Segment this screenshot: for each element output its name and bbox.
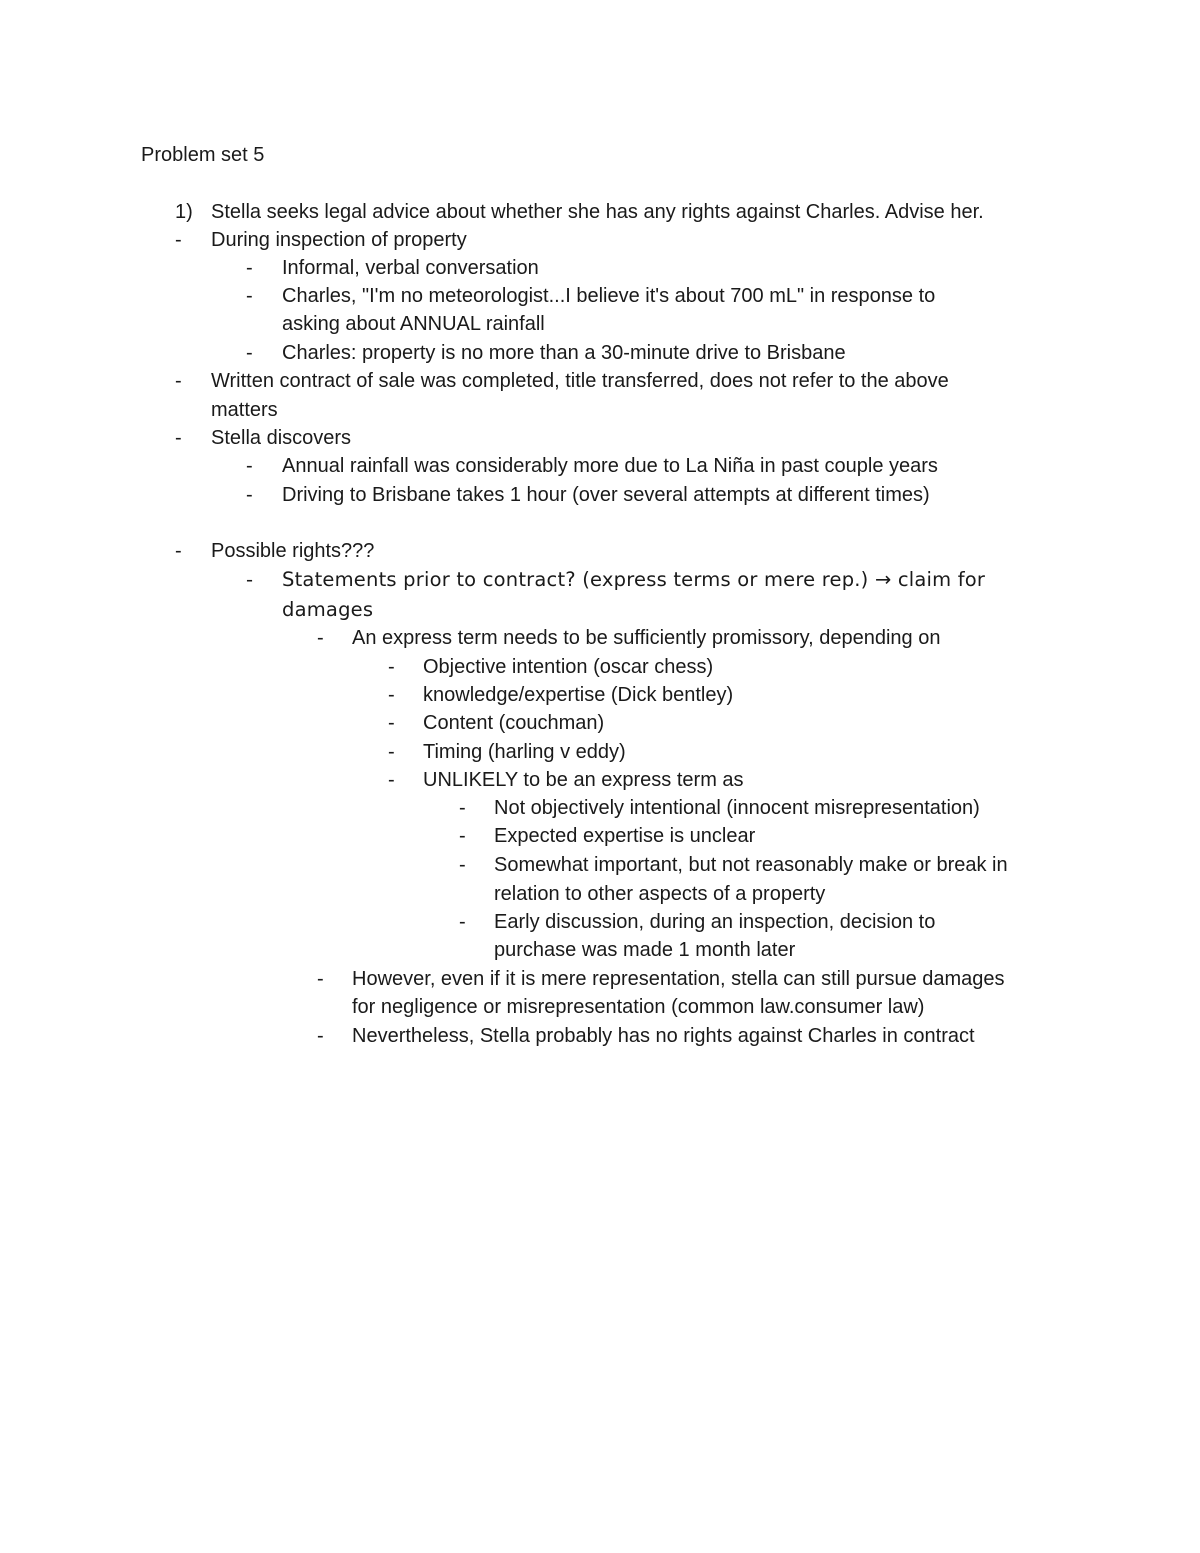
list-item-text: UNLIKELY to be an express term as <box>423 769 744 791</box>
list-item-text: for negligence or misrepresentation (common law.consumer law) <box>352 996 925 1018</box>
list-item-text: relation to other aspects of a property <box>494 883 826 905</box>
bullet-dash: - <box>317 968 324 990</box>
bullet-dash: - <box>317 627 324 649</box>
list-item-text: Expected expertise is unclear <box>494 825 756 847</box>
bullet-dash: - <box>388 741 395 763</box>
bullet-dash: - <box>246 484 253 506</box>
bullet-dash: - <box>246 285 253 307</box>
list-item-text: damages <box>282 598 374 621</box>
list-item-text: Statements prior to contract? (express terms or mere rep.) → claim for <box>282 568 986 591</box>
list-item-text: Somewhat important, but not reasonably make or break in <box>494 854 1008 876</box>
bullet-dash: - <box>246 455 253 477</box>
list-item-text: Content (couchman) <box>423 712 605 734</box>
document-title: Problem set 5 <box>141 144 265 166</box>
bullet-dash: - <box>246 257 253 279</box>
list-item-text: purchase was made 1 month later <box>494 939 796 961</box>
list-item-text: Charles, "I'm no meteorologist...I believe it's about 700 mL" in response to <box>282 285 936 307</box>
list-item-text: Stella seeks legal advice about whether she has any rights against Charles. Advise her. <box>211 201 984 223</box>
list-item-text: Informal, verbal conversation <box>282 257 539 279</box>
bullet-dash: - <box>388 769 395 791</box>
list-item-text: Driving to Brisbane takes 1 hour (over several attempts at different times) <box>282 484 930 506</box>
list-item-text: Nevertheless, Stella probably has no rights against Charles in contract <box>352 1025 975 1047</box>
bullet-dash: - <box>388 712 395 734</box>
list-item-text: Possible rights??? <box>211 540 375 562</box>
list-item-text: Not objectively intentional (innocent misrepresentation) <box>494 797 980 819</box>
bullet-dash: - <box>175 370 182 392</box>
list-item-text: knowledge/expertise (Dick bentley) <box>423 684 734 706</box>
bullet-dash: - <box>459 797 466 819</box>
bullet-dash: - <box>459 911 466 933</box>
list-item-text: During inspection of property <box>211 229 467 251</box>
list-item-text: Objective intention (oscar chess) <box>423 656 714 678</box>
bullet-dash: - <box>175 540 182 562</box>
bullet-dash: - <box>388 684 395 706</box>
list-item-text: Timing (harling v eddy) <box>423 741 626 763</box>
list-item-text: asking about ANNUAL rainfall <box>282 313 545 335</box>
list-item-text: Stella discovers <box>211 427 352 449</box>
bullet-dash: - <box>175 427 182 449</box>
list-item-text: Annual rainfall was considerably more due to La Niña in past couple years <box>282 455 938 477</box>
bullet-dash: - <box>459 825 466 847</box>
bullet-dash: - <box>175 229 182 251</box>
list-item-text: Written contract of sale was completed, title transferred, does not refer to the above <box>211 370 949 392</box>
list-item-text: matters <box>211 399 278 421</box>
bullet-dash: - <box>459 854 466 876</box>
list-item-text: However, even if it is mere representation, stella can still pursue damages <box>352 968 1005 990</box>
bullet-dash: - <box>388 656 395 678</box>
bullet-dash: - <box>246 342 253 364</box>
list-item-text: Charles: property is no more than a 30-minute drive to Brisbane <box>282 342 846 364</box>
list-item-text: Early discussion, during an inspection, decision to <box>494 911 936 933</box>
list-number: 1) <box>175 201 193 223</box>
list-item-text: An express term needs to be sufficiently promissory, depending on <box>352 627 941 649</box>
bullet-dash: - <box>246 568 254 591</box>
bullet-dash: - <box>317 1025 324 1047</box>
